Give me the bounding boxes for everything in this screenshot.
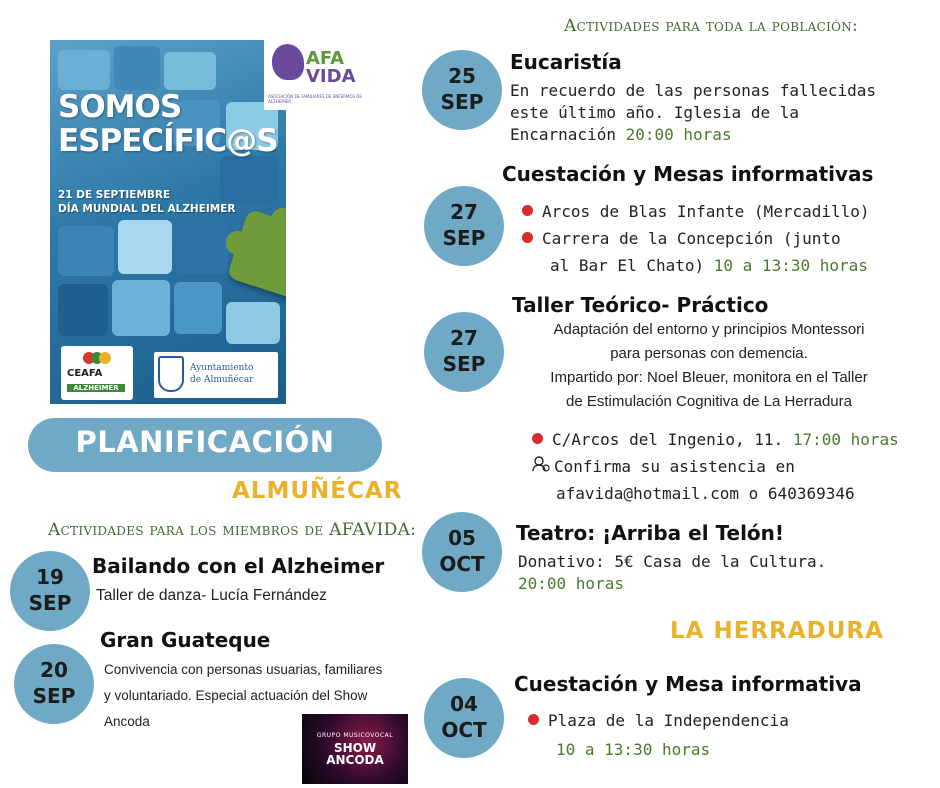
event-text-herradura: Plaza de la Independencia 10 a 13:30 horas — [528, 706, 789, 764]
ceafa-logo — [61, 346, 133, 400]
date-bubble-05-oct: 05 OCT — [422, 512, 502, 592]
event-title-bailando: Bailando con el Alzheimer — [92, 554, 385, 578]
ceafa-subtitle: ALZHEIMER — [67, 384, 125, 392]
date-bubble-27-sep-a: 27 SEP — [424, 186, 504, 266]
event-text-bailando: Taller de danza- Lucía Fernández — [96, 587, 327, 604]
event-title-eucaristia: Eucaristía — [510, 50, 622, 74]
puzzle-tile — [58, 284, 108, 336]
ayuntamiento-text: Ayuntamiento de Almuñécar — [190, 363, 254, 385]
puzzle-tile — [58, 50, 110, 90]
event-text-teatro: Donativo: 5€ Casa de la Cultura. 20:00 horas — [518, 552, 827, 593]
afavida-logo-text: AFA VIDA — [306, 48, 356, 87]
event-text-guateque: Convivencia con personas usuarias, familiares y voluntariado. Especial actuación del Show Ancoda — [104, 662, 383, 729]
contact-email-phone: afavida@hotmail.com o 640369346 — [556, 484, 855, 503]
bullet-dot-icon — [528, 714, 539, 725]
event-title-taller: Taller Teórico- Práctico — [512, 293, 769, 317]
date-bubble-25-sep: 25 SEP — [422, 50, 502, 130]
poster-subtitle: 21 DE SEPTIEMBRE DÍA MUNDIAL DEL ALZHEIMER — [58, 189, 236, 215]
puzzle-tile — [226, 302, 280, 344]
event-title-herradura: Cuestación y Mesa informativa — [514, 672, 862, 696]
poster-title: SOMOS ESPECÍFIC@S — [58, 89, 278, 159]
green-puzzle-piece-icon — [227, 209, 286, 300]
date-bubble-27-sep-b: 27 SEP — [424, 312, 504, 392]
puzzle-tile — [112, 280, 170, 336]
bullet-dot-icon — [532, 433, 543, 444]
planificacion-label: PLANIFICACIÓN — [75, 425, 335, 459]
ceafa-symbol-icon — [81, 348, 111, 368]
town-la-herradura: LA HERRADURA — [670, 618, 884, 644]
date-bubble-04-oct: 04 OCT — [424, 678, 504, 758]
show-ancoda-image: GRUPO MUSICOVOCAL SHOW ANCODA — [302, 714, 408, 784]
event-text-cuestacion: Arcos de Blas Infante (Mercadillo) Carrera de la Concepción (junto al Bar El Chato) 10 a 13:30 horas — [522, 198, 870, 279]
person-icon — [532, 456, 550, 472]
date-bubble-19-sep: 19 SEP — [10, 551, 90, 631]
ayuntamiento-logo — [154, 352, 278, 398]
town-almunecar: ALMUÑÉCAR — [232, 478, 403, 504]
planificacion-banner — [28, 418, 382, 472]
puzzle-tile — [164, 52, 216, 90]
bullet-dot-icon — [522, 232, 533, 243]
event-details-taller: C/Arcos del Ingenio, 11. 17:00 horas Confirma su asistencia en afavida@hotmail.com o 640369346 — [532, 426, 899, 507]
event-title-guateque: Gran Guateque — [100, 628, 271, 652]
crest-icon — [158, 356, 184, 392]
members-header: Actividades para los miembros de AFAVIDA: — [48, 520, 417, 540]
date-bubble-20-sep: 20 SEP — [14, 644, 94, 724]
puzzle-tile — [118, 220, 172, 274]
puzzle-tile — [58, 226, 114, 276]
public-header: Actividades para toda la población: — [564, 16, 859, 36]
afavida-logo-subtitle: ASOCIACIÓN DE FAMILIARES DE ENFERMOS DE ALZHEIMER — [268, 94, 362, 104]
poster-image — [50, 40, 286, 404]
event-title-cuestacion: Cuestación y Mesas informativas — [502, 162, 874, 186]
puzzle-tile — [174, 282, 222, 334]
bullet-dot-icon — [522, 205, 533, 216]
afavida-logo — [264, 36, 374, 110]
event-text-taller: Adaptación del entorno y principios Montessori para personas con demencia. Impartido por: Noel Bleuer, monitora en el Taller de Estimulación Cognitiva de La Herradura — [550, 321, 868, 410]
head-icon — [272, 44, 304, 80]
event-text-eucaristia: En recuerdo de las personas fallecidas este último año. Iglesia de la Encarnación 20:00 horas — [510, 81, 877, 144]
event-title-teatro: Teatro: ¡Arriba el Telón! — [516, 521, 785, 545]
puzzle-tile — [176, 222, 228, 274]
puzzle-tile — [114, 46, 160, 90]
ceafa-name: CEAFA — [67, 368, 103, 379]
